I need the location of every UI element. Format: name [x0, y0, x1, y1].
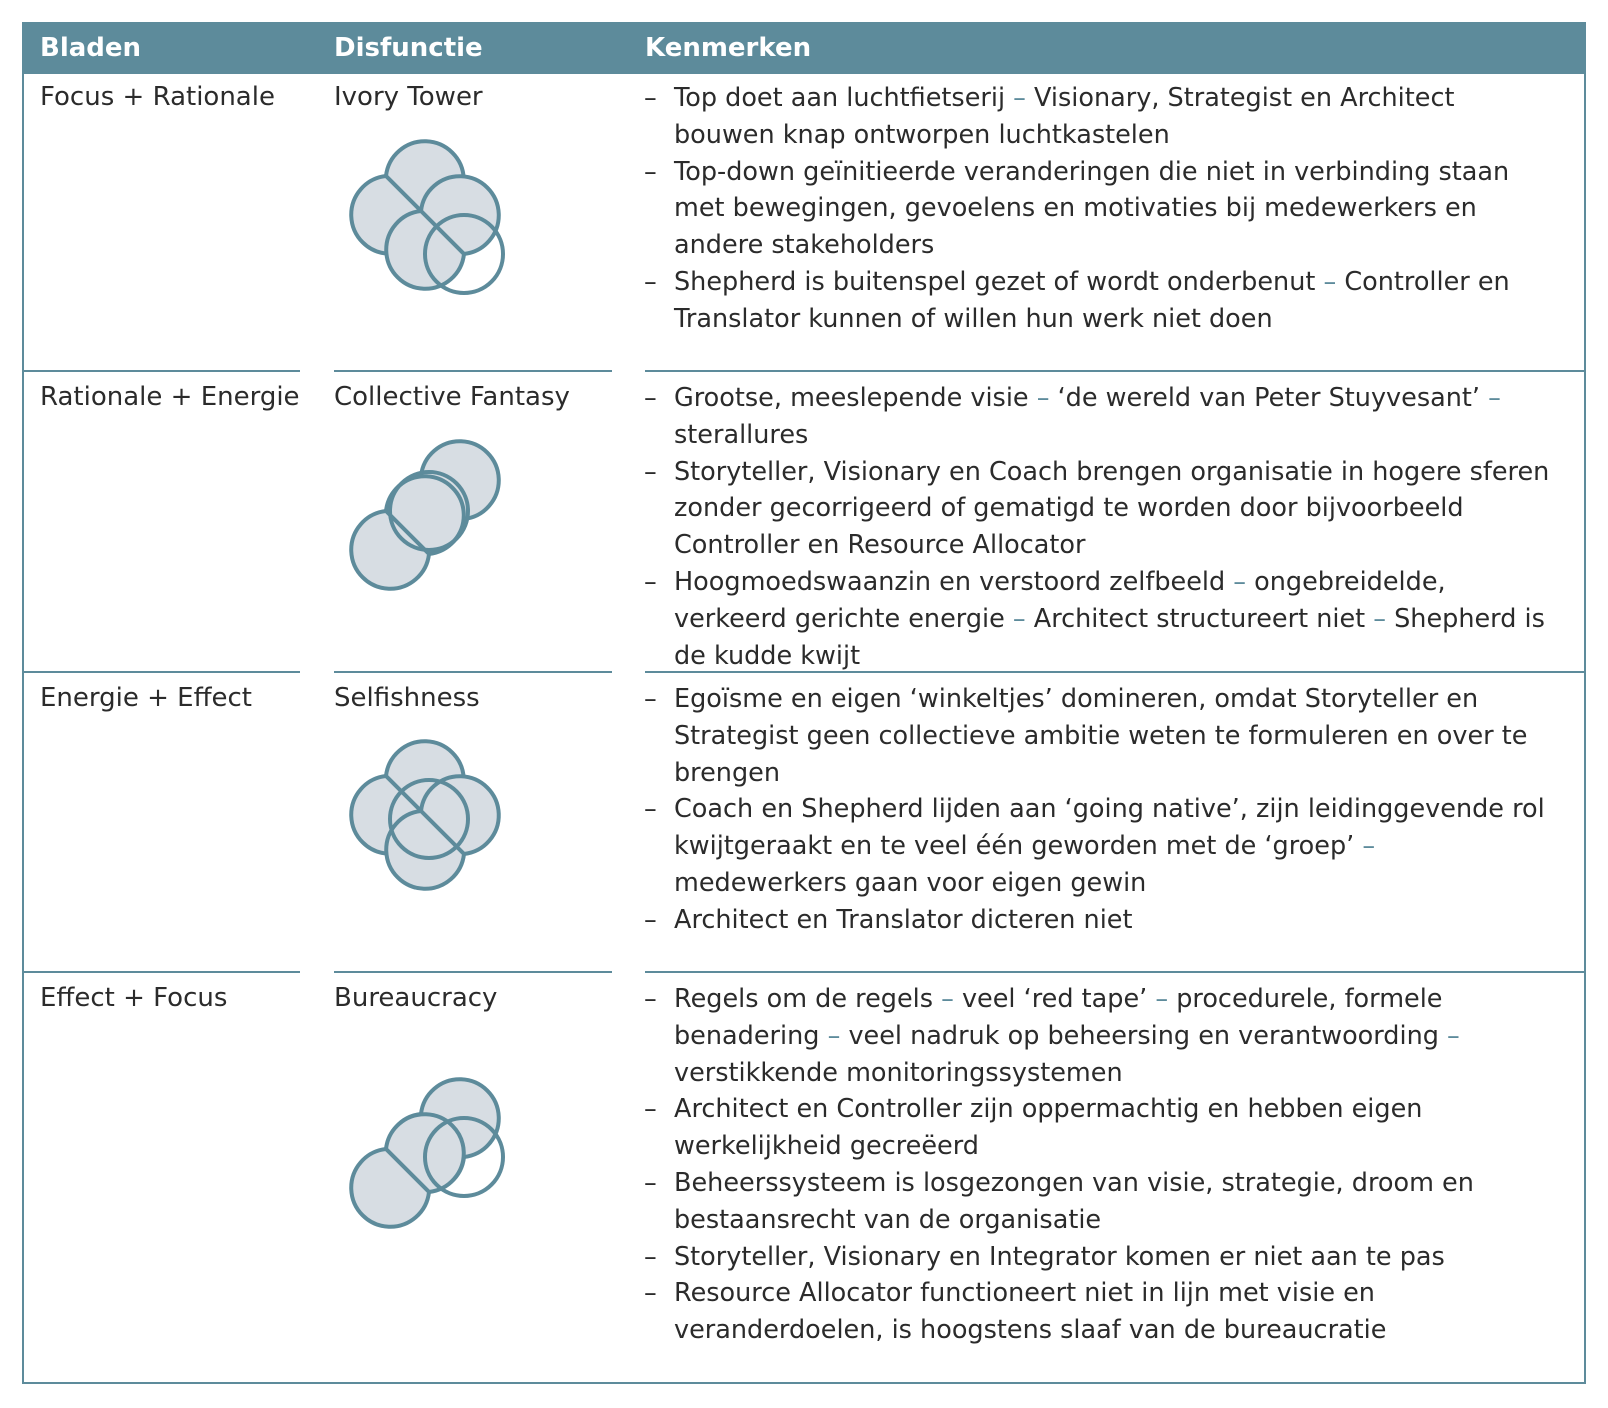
- list-item: – Egoïsme en eigen ‘winkeltjes’ domineren, omdat Storyteller en Strategist geen collectieve ambitie weten te formuleren en over te brengen: [644, 684, 1528, 788]
- row-1-kenmerken: [644, 80, 1554, 338]
- list-item: – Resource Allocator functioneert niet in lijn met visie en veranderdoelen, is hoogstens slaaf van de bureaucratie: [644, 1278, 1387, 1346]
- row-3-bladen: Energie + Effect: [40, 683, 252, 713]
- row-2-kenmerken: [644, 380, 1554, 674]
- clover-selfishness-icon: [334, 724, 564, 954]
- row-divider: [645, 671, 1584, 673]
- header-bladen: Bladen: [40, 33, 142, 63]
- list-item: – Coach en Shepherd lijden aan ‘going native’, zijn leidinggevende rol kwijtgeraakt en te veel één geworden met de ‘groep’ – medewerkers gaan voor eigen gewin: [644, 794, 1545, 898]
- table-header: [24, 24, 1584, 74]
- list-item: – Beheerssysteem is losgezongen van visie, strategie, droom en bestaansrecht van de organisatie: [644, 1167, 1474, 1235]
- list-item: – Storyteller, Visionary en Integrator komen er niet aan te pas: [644, 1241, 1445, 1272]
- clover-collective-fantasy-icon: [334, 424, 564, 654]
- list-item: – Hoogmoedswaanzin en verstoord zelfbeeld – ongebreidelde, verkeerd gerichte energie – Architect structureert niet – Shepherd is de kudde kwijt: [644, 566, 1545, 671]
- list-item: – Grootse, meeslepende visie – ‘de wereld van Peter Stuyvesant’ – sterallures: [644, 383, 1501, 450]
- row-4-disfunctie: Bureaucracy: [334, 983, 498, 1013]
- row-4-bladen: Effect + Focus: [40, 983, 228, 1013]
- row-divider: [334, 671, 612, 673]
- row-4-kenmerken: [644, 981, 1554, 1349]
- list-item: – Storyteller, Visionary en Coach brengen organisatie in hogere sferen zonder gecorrigeerd of gematigd te worden door bijvoorbeeld Controller en Resource Allocator: [644, 456, 1550, 561]
- list-item: – Top doet aan luchtfietserij – Visionary, Strategist en Architect bouwen knap ontworpen luchtkastelen: [644, 83, 1455, 150]
- row-3-disfunctie: Selfishness: [334, 683, 480, 713]
- dysfunction-table: [22, 22, 1586, 1384]
- list-item: – Regels om de regels – veel ‘red tape’ – procedurele, formele benadering – veel nadruk op beheersing en verantwoording – verstikkende monitoringssystemen: [644, 984, 1460, 1088]
- clover-ivory-tower-icon: [334, 124, 564, 354]
- header-kenmerken: Kenmerken: [645, 33, 812, 63]
- row-divider: [24, 370, 300, 372]
- row-1-disfunctie: Ivory Tower: [334, 82, 483, 112]
- clover-bureaucracy-icon: [334, 1062, 564, 1292]
- row-divider: [645, 971, 1584, 973]
- list-item: – Shepherd is buitenspel gezet of wordt onderbenut – Controller en Translator kunnen of willen hun werk niet doen: [644, 266, 1510, 334]
- row-1-bladen: Focus + Rationale: [40, 82, 275, 112]
- list-item: – Architect en Controller zijn oppermachtig en hebben eigen werkelijkheid gecreëerd: [644, 1094, 1423, 1162]
- row-2-bladen: Rationale + Energie: [40, 382, 300, 412]
- row-divider: [334, 370, 612, 372]
- list-item: – Architect en Translator dicteren niet: [644, 904, 1133, 935]
- row-divider: [24, 971, 300, 973]
- header-disfunctie: Disfunctie: [334, 33, 483, 63]
- row-3-kenmerken: [644, 681, 1554, 939]
- row-2-disfunctie: Collective Fantasy: [334, 382, 570, 412]
- list-item: – Top-down geïnitieerde veranderingen die niet in verbinding staan met bewegingen, gevoelens en motivaties bij medewerkers en andere stakeholders: [644, 156, 1510, 261]
- row-divider: [645, 370, 1584, 372]
- row-divider: [334, 971, 612, 973]
- row-divider: [24, 671, 300, 673]
